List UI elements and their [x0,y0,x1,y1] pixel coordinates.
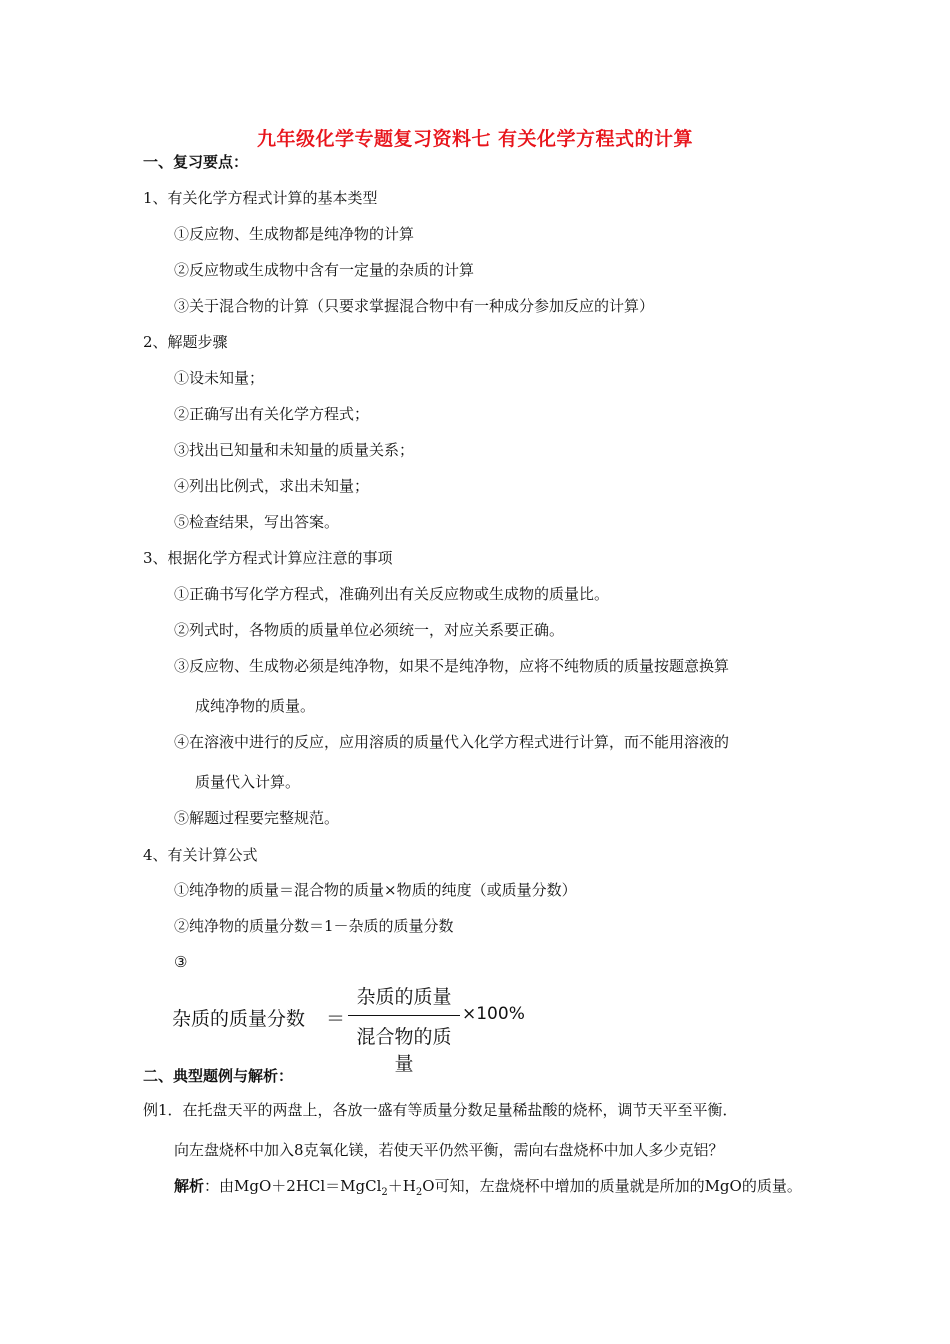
formula-numerator: 杂质的质量 [356,986,452,1008]
subscript: 2 [415,1187,423,1198]
list-item: ③关于混合物的计算（只要求掌握混合物中有一种成分参加反应的计算） [174,297,655,315]
formula-multiplier: ×100% [462,1004,525,1024]
analysis-text-pre: ：由MgO＋2HCl＝MgCl [204,1177,382,1195]
list-item: ②反应物或生成物中含有一定量的杂质的计算 [174,261,475,279]
list-item-continuation: 成纯净物的质量。 [195,697,316,715]
list-item: ①正确书写化学方程式，准确列出有关反应物或生成物的质量比。 [174,585,610,603]
list-item: ③反应物、生成物必须是纯净物，如果不是纯净物，应将不纯物质的质量按题意换算 [174,657,730,675]
analysis-label: 解析 [174,1177,205,1195]
page-title: 九年级化学专题复习资料七 有关化学方程式的计算 [256,128,694,150]
section-heading-review-points: 一、复习要点： [143,153,249,171]
list-item: ①设未知量； [174,369,265,387]
list-item: ④在溶液中进行的反应，应用溶质的质量代入化学方程式进行计算，而不能用溶液的 [174,733,730,751]
formula-lhs: 杂质的质量分数 [172,1008,306,1030]
list-item: ①反应物、生成物都是纯净物的计算 [174,225,415,243]
list-item: ⑤解题过程要完整规范。 [174,809,340,827]
list-item-continuation: 质量代入计算。 [195,773,301,791]
example-1-line-2: 向左盘烧杯中加入8克氧化镁，若使天平仍然平衡，需向右盘烧杯中加人多少克铝？ [174,1141,724,1159]
subsection-heading-formulas: 4、有关计算公式 [143,846,258,864]
subsection-heading-types: 1、有关化学方程式计算的基本类型 [143,189,378,207]
list-item: ②纯净物的质量分数＝1－杂质的质量分数 [174,917,454,935]
formula-equals: ＝ [326,1008,346,1030]
fraction-bar [348,1015,460,1016]
formula-denominator: 混合物的质量 [356,1026,452,1075]
list-item: ①纯净物的质量＝混合物的质量×物质的纯度（或质量分数） [174,881,577,899]
subsection-heading-notes: 3、根据化学方程式计算应注意的事项 [143,549,393,567]
subsection-heading-steps: 2、解题步骤 [143,333,228,351]
list-item: ③ [174,953,188,971]
example-1-line-1: 例1．在托盘天平的两盘上，各放一盛有等质量分数足量稀盐酸的烧杯，调节天平至平衡． [143,1101,738,1119]
impurity-fraction-formula [172,982,572,1075]
analysis-text-mid: ＋H [387,1177,416,1195]
section-heading-examples: 二、典型题例与解析： [143,1067,294,1085]
list-item: ②列式时，各物质的质量单位必须统一，对应关系要正确。 [174,621,565,639]
list-item: ②正确写出有关化学方程式； [174,405,370,423]
analysis-text-post: O可知，左盘烧杯中增加的质量就是所加的MgO的质量。 [422,1177,802,1195]
list-item: ③找出已知量和未知量的质量关系； [174,441,415,459]
list-item: ④列出比例式，求出未知量； [174,477,370,495]
list-item: ⑤检查结果，写出答案。 [174,513,340,531]
subscript: 2 [381,1187,388,1198]
example-1-analysis [174,1176,802,1203]
